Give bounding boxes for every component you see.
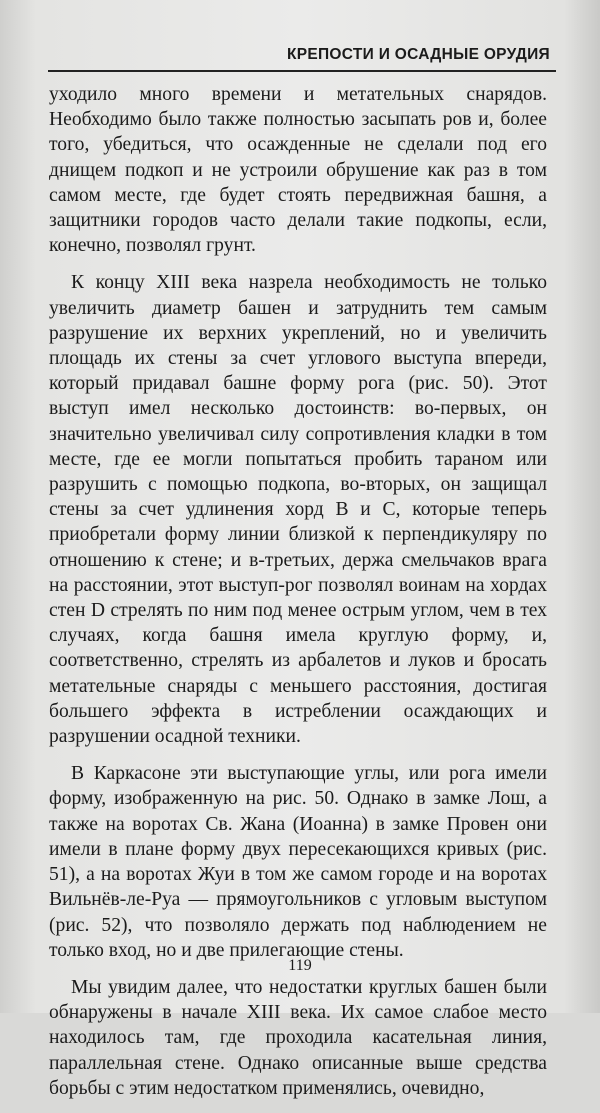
page-number: 119 [288, 957, 312, 974]
paragraph: В Каркасоне эти выступающие углы, или рога имели форму, изображенную на рис. 50. Однако в замке Лош, а также на воротах Св. Жана (Иоанна) в замке Провен они имели в плане форму двух пересекающихся кривых (рис. 51), а на воротах Жуи в том же самом городе и на воротах Вильнёв-ле-Руа — прямоугольников с угловым выступом (рис. 52), что позволяло держать под наблюдением не только вход, но и две прилегающие стены. [49, 763, 547, 961]
paragraph: К концу XIII века назрела необходимость не только увеличить диаметр башен и затруднить тем самым разрушение их верхних укреплений, но и увеличить площадь их стены за счет углового выступа впереди, который придавал башне форму рога (рис. 50). Этот выступ имел несколько достоинств: во-первых, он значительно увеличивал силу сопротивления кладки в том месте, где ее могли попытаться пробить тараном или разрушить с помощью подкопа, во-вторых, он защищал стены за счет удлинения хорд B и C, которые теперь приобретали форму линии близкой к перпендикуляру по отношению к стене; и в-третьих, держа смельчаков врага на расстоянии, этот выступ-рог позволял воинам на хордах стен D стрелять по ним под менее острым углом, чем в тех случаях, когда башня имела круглую форму, и, соответственно, стрелять из арбалетов и луков и бросать метательные снаряды с меньшего расстояния, достигая большего эффекта в истреблении осаждающих и разрушении осадной техники. [49, 272, 547, 748]
running-head [48, 40, 556, 72]
paragraph: уходило много времени и метательных снарядов. Необходимо было также полностью засыпать ров и, более того, убедиться, что осажденные не сделали под его днищем подкоп и не устроили обрушение как раз в том самом месте, где будет стоять передвижная башня, а защитники городов часто делали такие подкопы, если, конечно, позволял грунт. [49, 84, 547, 257]
paragraph: Мы увидим далее, что недостатки круглых башен были обнаружены в начале XIII века. Их самое слабое место находилось там, где проходила касательная линия, параллельная стене. Однако описанные выше средства борьбы с этим недостатком применялись, очевидно, [49, 976, 547, 1099]
running-head-title: КРЕПОСТИ И ОСАДНЫЕ ОРУДИЯ [286, 46, 550, 63]
